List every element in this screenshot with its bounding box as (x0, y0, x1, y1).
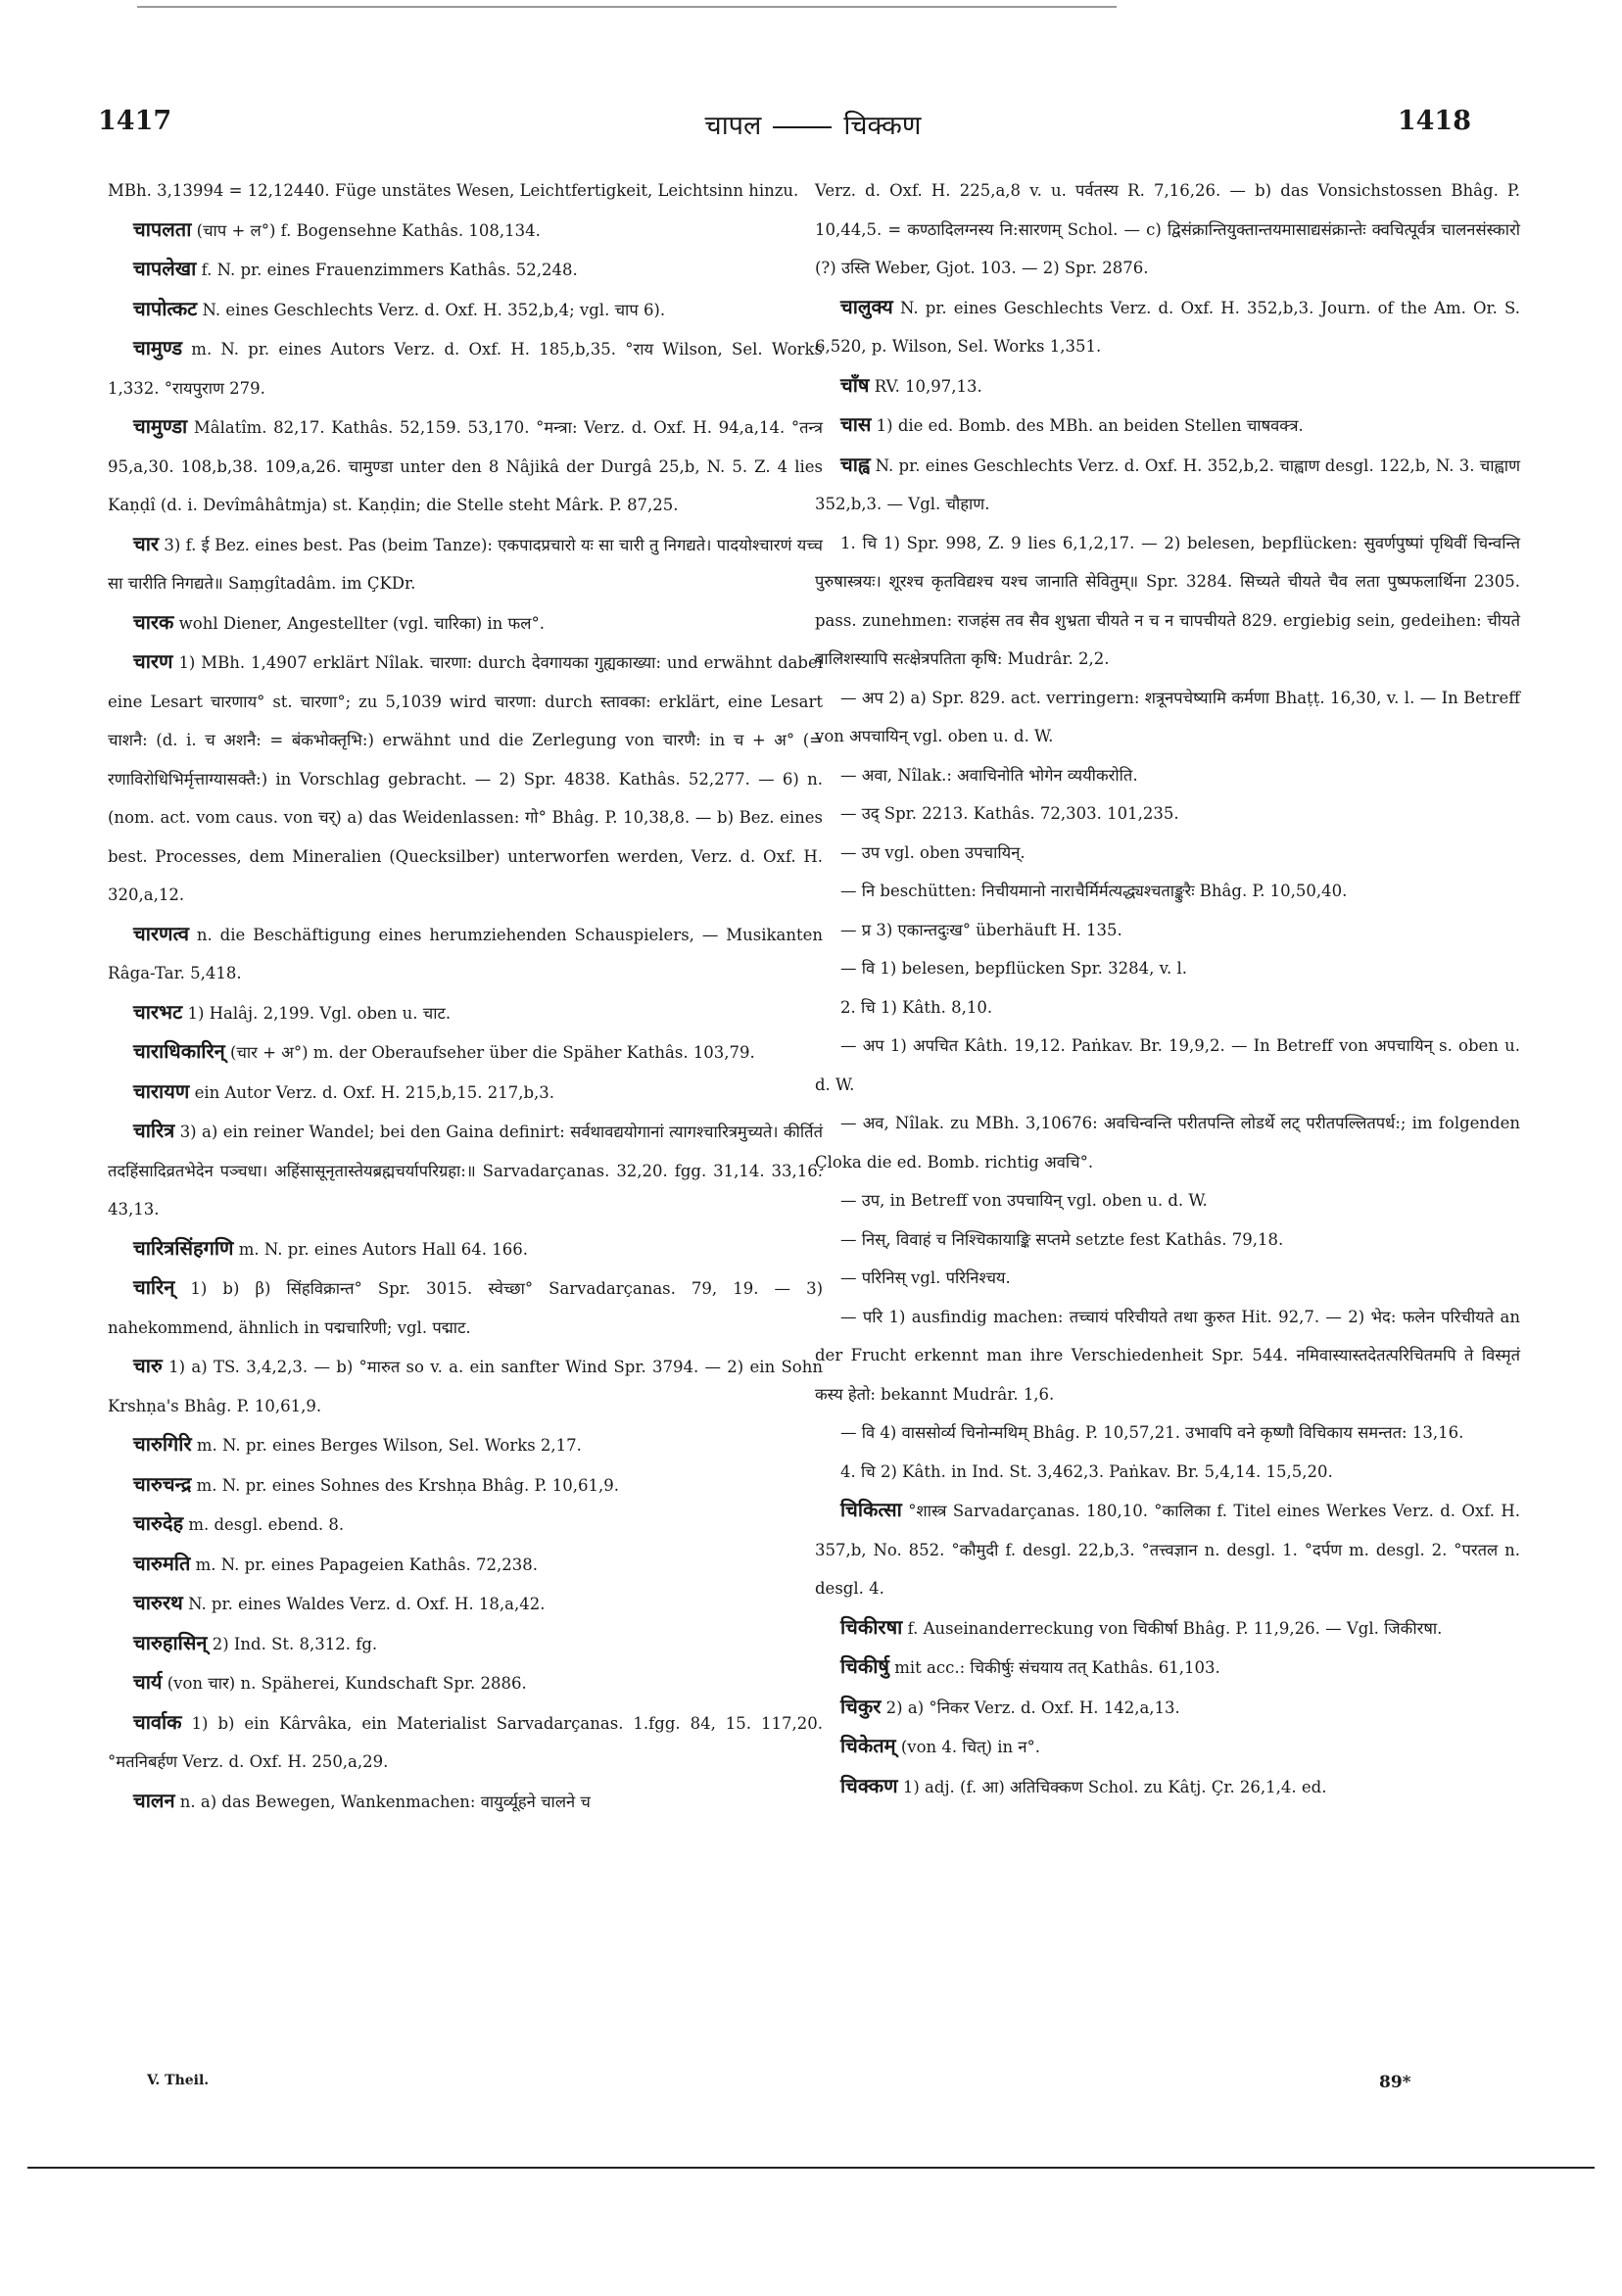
entry-headword: चामुण्डा (133, 414, 188, 438)
footer-volume: V. Theil. (147, 2073, 210, 2088)
entry-headword: चारुमति (133, 1551, 191, 1575)
entry-headword: चारण (133, 649, 173, 673)
entry-text: 1) adj. (f. आ) अतिचिक्कण Schol. zu Kâtj. Çr. 26,1,4. ed. (902, 1777, 1327, 1796)
entry-headword: चाराधिकारिन् (133, 1039, 225, 1063)
dictionary-entry (815, 1220, 1520, 1260)
dictionary-entry (815, 406, 1520, 446)
dictionary-entry (815, 679, 1520, 756)
entry-text: m. N. pr. eines Autors Verz. d. Oxf. H. 185,b,35. °राय Wilson, Sel. Works 1,332. °रायपुराण 279. (108, 340, 823, 398)
dictionary-entry (108, 250, 823, 290)
dictionary-entry (108, 1425, 823, 1465)
dictionary-entry (815, 1767, 1520, 1807)
entry-text: 1) die ed. Bomb. des MBh. an beiden Stellen चाषवक्त्र. (876, 416, 1304, 435)
dictionary-entry (108, 993, 823, 1033)
entry-headword: चारुदेह (133, 1511, 184, 1535)
entry-headword: चार्य (133, 1670, 163, 1694)
entry-text: — अप 1) अपचित Kâth. 19,12. Paṅkav. Br. 19,9,2. — In Betreff von अपचायिन् s. oben u. d. W. (815, 1036, 1520, 1094)
entry-headword: चामुण्ड (133, 336, 183, 359)
entry-text: m. desgl. ebend. 8. (188, 1515, 345, 1534)
entry-headword: चार (133, 531, 160, 555)
dictionary-entry (815, 1413, 1520, 1453)
dictionary-entry (108, 1663, 823, 1703)
entry-text: mit acc.: चिकीर्षुः संचयाय तत् Kathâs. 61,103. (894, 1658, 1220, 1677)
running-title (666, 106, 960, 142)
entry-text: 2) Ind. St. 8,312. fg. (212, 1634, 378, 1653)
entry-headword: चारुहासिन् (133, 1630, 208, 1654)
entry-text: N. pr. eines Geschlechts Verz. d. Oxf. H. 352,b,3. Journ. of the Am. Or. S. 6,520, p. Wilson, Sel. Works 1,351. (815, 298, 1520, 356)
running-title-left: चापल (704, 111, 762, 141)
dictionary-entry (108, 1624, 823, 1664)
entry-text: (von 4. चित्) in न°. (900, 1738, 1041, 1756)
entry-text: n. die Beschäftigung eines herumziehenden Schauspielers, — Musikanten Râga-Tar. 5,418. (108, 925, 823, 982)
entry-text: °शास्त्र Sarvadarçanas. 180,10. °कालिका f. Titel eines Werkes Verz. d. Oxf. H. 357,b, No. 852. °कौमुदी f. desgl. 22,b,3. °तत्त्वज्ञान n. desgl. 1. °दर्पण m. desgl. 2. °परतल n. desgl. 4. (815, 1502, 1520, 1598)
entry-headword: चारित्र (133, 1119, 175, 1142)
entry-headword: चारुगिरि (133, 1432, 192, 1456)
dictionary-entry (815, 1491, 1520, 1608)
entry-text: — नि beschütten: निचीयमानो नाराचैर्मिर्मत्यद्ध्यश्चताङ्कुरैः Bhâg. P. 10,50,40. (840, 882, 1348, 900)
dictionary-entry (815, 524, 1520, 679)
entry-headword: चारुरथ (133, 1591, 183, 1614)
entry-headword: चारित्रसिंहगणि (133, 1235, 234, 1260)
entry-headword: चारणत्व (133, 921, 189, 945)
dictionary-entry (108, 329, 823, 407)
entry-text: 1) b) β) सिंहविक्रान्त° Spr. 3015. स्वेच्छा° Sarvadarçanas. 79, 19. — 3) nahekommend, ähnlich in पद्मचारिणी; vgl. पद्माट. (108, 1279, 824, 1337)
entry-text: 1) a) TS. 3,4,2,3. — b) °मारुत so v. a. ein sanfter Wind Spr. 3794. — 2) ein Sohn Krshṇa's Bhâg. P. 10,61,9. (108, 1358, 823, 1415)
entry-text: N. pr. eines Geschlechts Verz. d. Oxf. H. 352,b,2. चाह्वाण desgl. 122,b, N. 3. चाह्वाण 352,b,3. — Vgl. चौहाण. (815, 455, 1520, 513)
entry-text: n. a) das Bewegen, Wankenmachen: वायुर्व्यूहने चालने च (179, 1792, 591, 1811)
entry-text: — उप vgl. oben उपचायिन्. (840, 842, 1026, 862)
entry-text: N. eines Geschlechts Verz. d. Oxf. H. 352,b,4; vgl. चाप 6). (202, 300, 666, 319)
entry-text: (चार + अ°) m. der Oberaufseher über die Späher Kathâs. 103,79. (229, 1043, 755, 1062)
entry-text: — उप, in Betreff von उपचायिन् vgl. oben u. d. W. (840, 1191, 1208, 1210)
entry-text: Mâlatîm. 82,17. Kathâs. 52,159. 53,170. °मन्त्रा: Verz. d. Oxf. H. 94,a,14. °तन्त्र 95,a,30. 108,b,38. 109,a,26. चामुण्डा unter den 8 Nâjikâ der Durgâ 25,b, N. 5. Z. 4 lies Kaṇḍî (d. i. Devîmâhâtmja) st. Kaṇḍin; die Stelle steht Mârk. P. 87,25. (108, 418, 823, 514)
entry-text: 4. चि 2) Kâth. in Ind. St. 3,462,3. Paṅkav. Br. 5,4,14. 15,5,20. (840, 1461, 1333, 1481)
dictionary-entry (108, 211, 823, 251)
entry-text: m. N. pr. eines Papageien Kathâs. 72,238. (195, 1555, 538, 1574)
dictionary-entry (108, 1073, 823, 1113)
dictionary-entry (815, 288, 1520, 366)
left-column (108, 171, 823, 1821)
dictionary-entry (108, 1584, 823, 1624)
entry-text: — उद् Spr. 2213. Kathâs. 72,303. 101,235. (840, 804, 1179, 823)
dictionary-entry (815, 1298, 1520, 1414)
dictionary-entry (815, 366, 1520, 407)
title-dash (773, 126, 832, 128)
dictionary-entry (815, 834, 1520, 873)
entry-text: m. N. pr. eines Autors Hall 64. 166. (238, 1239, 528, 1259)
entry-text: 2. चि 1) Kâth. 8,10. (840, 997, 993, 1017)
entry-headword: चारायण (133, 1078, 190, 1103)
entry-headword: चाँष (840, 372, 870, 397)
entry-text: — वि 1) belesen, bepflücken Spr. 3284, v. l. (840, 959, 1188, 978)
entry-headword: चापलेखा (133, 257, 197, 280)
dictionary-entry (108, 1465, 823, 1506)
page-header (98, 106, 1508, 145)
entry-headword: चालुक्य (840, 294, 893, 318)
dictionary-entry (815, 911, 1520, 950)
dictionary-entry (108, 525, 823, 603)
entry-text: — परिनिस् vgl. परिनिश्चय. (840, 1268, 1011, 1287)
dictionary-entry (108, 1229, 823, 1269)
entry-text: wohl Diener, Angestellter (vgl. चारिका) in फल°. (178, 613, 545, 633)
entry-headword: चिकित्सा (840, 1498, 902, 1521)
dictionary-entry (815, 1727, 1520, 1767)
entry-headword: चार्वाक (133, 1709, 182, 1734)
entry-headword: चिकेतम् (840, 1734, 896, 1757)
entry-headword: चापलता (133, 216, 192, 241)
entry-text: (von चार) n. Späherei, Kundschaft Spr. 2886. (167, 1674, 527, 1693)
dictionary-entry (815, 1608, 1520, 1649)
entry-headword: चारु (133, 1354, 163, 1377)
dictionary-entry (815, 1027, 1520, 1104)
entry-text: — निस्, विवाहं च निश्चिकायाङ्कि सप्तमे setzte fest Kathâs. 79,18. (840, 1229, 1284, 1249)
entry-text: 1. चि 1) Spr. 998, Z. 9 lies 6,1,2,17. — 2) belesen, bepflücken: सुवर्णपुष्पां पृथिवीं चिन्वन्ति पुरुषास्त्रयः। शूरश्च कृतविद्यश्च यश्च जानाति सेवितुम्॥ Spr. 3284. सिच्यते चीयते चैव लता पुष्पफलार्थिना 2305. pass. zunehmen: राजहंस तव सैव शुभ्रता चीयते न च न चापचीयते 829. ergiebig sein, gedeihen: चीयते बालिशस्यापि सत्क्षेत्रपतिता कृषि: Mudrâr. 2,2. (815, 533, 1520, 668)
dictionary-entry (108, 171, 823, 211)
left-page-number: 1417 (98, 106, 172, 136)
dictionary-entry (108, 1505, 823, 1545)
entry-text: 1) MBh. 1,4907 erklärt Nîlak. चारणा: durch देवगायका गुह्यकाख्या: und erwähnt dabei eine Lesart चारणाय° st. चारणा°; zu 5,1039 wird चारणा: durch स्तावका: erklärt, eine Lesart चाशनै: (d. i. च अशनै: = बंकभोक्तृभि:) erwähnt und die Zerlegung von चारणै: in च + अ° (= रणाविरोधिभिर्मृत्ताग्यासक्तै:) in Vorschlag gebracht. — 2) Spr. 4838. Kathâs. 52,277. — 6) n. (nom. act. vom caus. von चर्) a) das Weidenlassen: गो° Bhâg. P. 10,38,8. — b) Bez. eines best. Processes, dem Mineralien (Quecksilber) unterworfen werden, Verz. d. Oxf. H. 320,a,12. (108, 653, 824, 904)
entry-text: f. N. pr. eines Frauenzimmers Kathâs. 52,248. (201, 261, 578, 279)
dictionary-entry (108, 915, 823, 993)
entry-text: — प्र 3) एकान्तदुःख° überhäuft H. 135. (840, 920, 1122, 939)
entry-text: RV. 10,97,13. (874, 376, 982, 396)
entry-text: Verz. d. Oxf. H. 225,a,8 v. u. पर्वतस्य R. 7,16,26. — b) das Vonsichstossen Bhâg. P. 10,44,5. = कण्ठादिलग्नस्य नि:सारणम् Schol. — c) द्विसंक्रान्तियुक्तान्तयमासाद्यसंक्रान्तेः क्वचित्पूर्वत्र चालनसंस्कारो (?) उस्ति Weber, Gjot. 103. — 2) Spr. 2876. (815, 181, 1520, 277)
entry-text: — अव, Nîlak. zu MBh. 3,10676: अवचिन्वन्ति परीतपन्ति लोडर्थे लट् परीतपल्लितपर्ध:; im folgenden Çloka die ed. Bomb. richtig अवचि°. (815, 1114, 1520, 1172)
entry-text: 3) f. ई Bez. eines best. Pas (beim Tanze): एकपादप्रचारो यः सा चारी तु निगद्यते। पादयोश्चारणं यच्च सा चारीति निगद्यते॥ Saṃgîtadâm. im ÇKDr. (108, 535, 823, 593)
dictionary-entry (108, 1032, 823, 1073)
entry-headword: चिकुर (840, 1694, 882, 1718)
entry-headword: चारभट (133, 999, 183, 1024)
entry-text: 1) b) ein Kârvâka, ein Materialist Sarvadarçanas. 1.fgg. 84, 15. 117,20. °मतनिबर्हण Verz. d. Oxf. H. 250,a,29. (108, 1713, 824, 1771)
dictionary-entry (108, 1782, 823, 1822)
running-title-right: चिक्कण (843, 111, 922, 141)
dictionary-entry (815, 1688, 1520, 1728)
entry-headword: चिक्कण (840, 1773, 898, 1797)
entry-headword: चापोत्कट (133, 296, 198, 320)
entry-text: 3) a) ein reiner Wandel; bei den Gaina definirt: सर्वथावद्ययोगानां त्यागश्चारित्रमुच्यते। कीर्तितं तदहिंसादिव्रतभेदेन पञ्चधा। अहिंसासूनृतास्तेयब्रह्मचर्यापरिग्रहा:॥ Sarvadarçanas. 32,20. fgg. 31,14. 33,16. 43,13. (108, 1123, 823, 1219)
dictionary-entry (108, 1112, 823, 1229)
dictionary-entry (815, 1453, 1520, 1492)
dictionary-entry (108, 1347, 823, 1425)
top-border-line (137, 6, 1117, 8)
dictionary-entry (815, 171, 1520, 288)
entry-headword: चारिन् (133, 1275, 175, 1299)
entry-headword: चालन (133, 1788, 175, 1812)
entry-text: (चाप + ल°) f. Bogensehne Kathâs. 108,134. (196, 220, 541, 240)
dictionary-entry (815, 1104, 1520, 1181)
dictionary-entry (815, 1648, 1520, 1688)
entry-text: — अवा, Nîlak.: अवाचिनोति भोगेन व्ययीकरोति. (840, 765, 1138, 785)
dictionary-entry (108, 643, 823, 915)
entry-text: m. N. pr. eines Sohnes des Krshṇa Bhâg. P. 10,61,9. (196, 1475, 620, 1495)
dictionary-entry (815, 949, 1520, 988)
entry-text: MBh. 3,13994 = 12,12440. Füge unstätes Wesen, Leichtfertigkeit, Leichtsinn hinzu. (108, 181, 799, 200)
dictionary-entry (815, 756, 1520, 795)
dictionary-entry (815, 988, 1520, 1028)
entry-text: ein Autor Verz. d. Oxf. H. 215,b,15. 217,b,3. (194, 1082, 555, 1102)
bottom-border-line (27, 2167, 1595, 2169)
entry-headword: चारुचन्द्र (133, 1471, 192, 1496)
dictionary-entry (108, 1268, 823, 1347)
right-page-number: 1418 (1397, 106, 1471, 136)
entry-text: m. N. pr. eines Berges Wilson, Sel. Works 2,17. (196, 1436, 582, 1455)
entry-text: N. pr. eines Waldes Verz. d. Oxf. H. 18,a,42. (188, 1595, 546, 1613)
entry-headword: चिकीर्षु (840, 1654, 889, 1678)
entry-headword: चास (840, 412, 872, 436)
dictionary-entry (815, 794, 1520, 834)
dictionary-entry (108, 290, 823, 330)
entry-text: 2) a) °निकर Verz. d. Oxf. H. 142,a,13. (885, 1698, 1180, 1717)
footer-signature: 89* (1379, 2073, 1411, 2092)
dictionary-entry (108, 603, 823, 644)
dictionary-entry (815, 1181, 1520, 1220)
dictionary-entry (108, 1703, 823, 1782)
entry-text: 1) Halâj. 2,199. Vgl. oben u. चाट. (187, 1003, 452, 1023)
entry-headword: चाह्व (840, 452, 871, 476)
entry-headword: चिकीरषा (840, 1614, 903, 1639)
dictionary-entry (815, 446, 1520, 524)
dictionary-entry (108, 407, 823, 525)
entry-text: — वि 4) वाससोर्व्य चिनोन्मथिम् Bhâg. P. 10,57,21. उभावपि वने कृष्णौ विचिकाय समन्तत: 13,16. (840, 1423, 1464, 1442)
dictionary-entry (815, 872, 1520, 911)
entry-text: f. Auseinanderreckung von चिकीर्षा Bhâg. P. 11,9,26. — Vgl. जिकीरषा. (907, 1618, 1443, 1638)
entry-headword: चारक (133, 609, 174, 634)
right-column (815, 171, 1520, 1806)
dictionary-entry (108, 1545, 823, 1585)
entry-text: — परि 1) ausfindig machen: तच्चायं परिचीयते तथा कुरुत Hit. 92,7. — 2) भेद: फलेन परिचीयते an der Frucht erkennt man ihre Verschiedenheit Spr. 544. नमिवास्यास्तदेतत्परिचितमपि ते विस्मृतं कस्य हेतो: bekannt Mudrâr. 1,6. (815, 1307, 1520, 1404)
entry-text: — अप 2) a) Spr. 829. act. verringern: शत्रूनपचेष्यामि कर्मणा Bhaṭṭ. 16,30, v. l. — In Betreff von अपचायिन् vgl. oben u. d. W. (815, 688, 1520, 745)
dictionary-entry (815, 1259, 1520, 1298)
